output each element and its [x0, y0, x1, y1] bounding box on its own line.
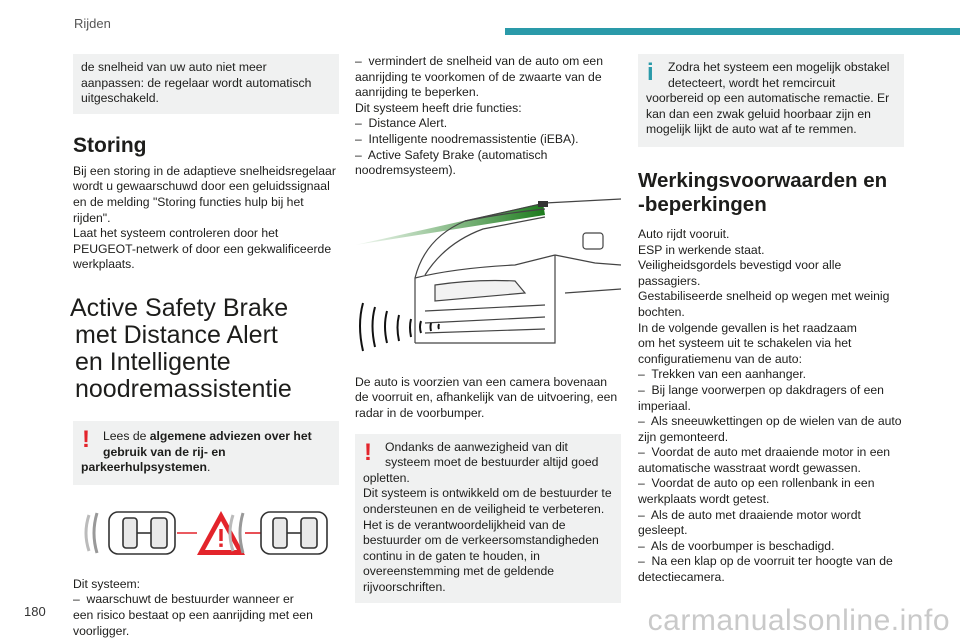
conditions-line: Veiligheidsgordels bevestigd voor alle: [638, 258, 842, 273]
conditions-line: detectiecamera.: [638, 570, 725, 585]
conditions-line: – Als sneeuwkettingen op de wielen van de auto: [638, 414, 902, 429]
watermark: carmanualsonline.info: [647, 604, 950, 637]
functions-line: Dit systeem heeft drie functies:: [355, 100, 522, 115]
warning-line: systeem moet de bestuurder altijd goed: [385, 455, 599, 470]
conditions-line: – Bij lange voorwerpen op dakdragers of een: [638, 382, 884, 397]
page-number: 180: [24, 604, 46, 619]
warning-line: Dit systeem is ontwikkeld om de bestuurder te: [363, 486, 612, 501]
conditions-text: [638, 227, 904, 586]
warning-line: Ondanks de aanwezigheid van dit: [385, 439, 568, 454]
heading-line: met Distance Alert: [75, 320, 278, 349]
intro-line: uitgeschakeld.: [81, 91, 159, 106]
storing-line: rijden".: [73, 210, 111, 225]
conditions-line: imperiaal.: [638, 398, 691, 413]
conditions-line: In de volgende gevallen is het raadzaam: [638, 320, 857, 335]
heading-line: noodremassistentie: [75, 374, 292, 403]
warning-post: .: [207, 460, 211, 475]
storing-line: werkplaats.: [73, 257, 135, 272]
header-accent-bar: [505, 28, 960, 35]
conditions-line: Auto rijdt vooruit.: [638, 226, 730, 241]
conditions-line: passagiers.: [638, 273, 701, 288]
collision-warning-illustration: [73, 503, 339, 563]
info-icon: i: [647, 59, 654, 86]
info-line: Zodra het systeem een mogelijk obstakel: [668, 60, 890, 74]
system-line: Dit systeem:: [73, 576, 141, 591]
rear-car-icon: [86, 512, 175, 554]
functions-line: – Intelligente noodremassistentie (iEBA).: [355, 131, 579, 146]
conditions-line: – Als de voorbumper is beschadigd.: [638, 538, 835, 553]
camera-line: De auto is voorzien van een camera bovenaan: [355, 374, 608, 389]
conditions-line: ESP in werkende staat.: [638, 242, 765, 257]
warning-indented-text: [363, 440, 613, 471]
info-line: voorbereid op een automatische remactie. Er: [646, 91, 890, 106]
radar-waves: [360, 303, 439, 351]
heading-line: -beperkingen: [638, 192, 767, 216]
active-safety-brake-heading: [70, 293, 339, 403]
warning-box: [73, 421, 339, 485]
info-line: detecteert, wordt het remcircuit: [668, 75, 836, 90]
conditions-line: – Als de auto met draaiende motor wordt: [638, 507, 861, 522]
info-indented-text: [646, 60, 896, 91]
functions-line: noodremsysteem).: [355, 163, 456, 178]
camera-text: [355, 375, 621, 422]
warning-line: overeenstemming met de geldende: [363, 564, 555, 579]
info-line: kan dan een zwak geluid hoorbaar zijn en: [646, 106, 871, 121]
werkingsvoorwaarden-heading: [638, 169, 904, 217]
functions-line: – Active Safety Brake (automatisch: [355, 147, 548, 162]
functions-line: – vermindert de snelheid van de auto om een: [355, 54, 603, 68]
conditions-line: – Voordat de auto op een rollenbank in een: [638, 476, 875, 491]
intro-line: aanpassen: de regelaar wordt automatisch: [81, 75, 312, 90]
camera-line: radar in de voorbumper.: [355, 405, 485, 420]
conditions-line: werkplaats wordt getest.: [638, 492, 770, 507]
warning-text: [81, 425, 331, 460]
storing-text: [73, 164, 339, 273]
warning-icon: !: [82, 425, 90, 453]
conditions-line: – Voordat de auto met draaiende motor in een: [638, 445, 891, 460]
heading-line: Active Safety Brake: [70, 293, 289, 322]
warning-bold: algemene adviezen over het: [149, 428, 312, 443]
warning-line: rijvoorschriften.: [363, 579, 446, 594]
warning-box: [355, 434, 621, 604]
van-outline: [415, 199, 621, 343]
conditions-line: – Na een klap op de voorruit ter hoogte van de: [638, 554, 893, 569]
system-line: voorligger.: [73, 623, 130, 638]
functions-line: aanrijding te beperken.: [355, 85, 479, 100]
storing-line: PEUGEOT-netwerk of door een gekwalificeerde: [73, 241, 332, 256]
conditions-line: zijn gemonteerd.: [638, 429, 729, 444]
camera-icon: [538, 201, 548, 207]
storing-line: wordt u gewaarschuwd door een geluidssignaal: [73, 179, 330, 194]
warning-triangle-icon: [197, 511, 245, 555]
functions-line: aanrijding te voorkomen of de zwaarte van de: [355, 69, 602, 84]
info-box: [638, 54, 904, 147]
warning-icon: !: [364, 438, 372, 466]
column-left: [70, 54, 339, 639]
heading-line: Werkingsvoorwaarden en: [638, 168, 888, 192]
warning-line: opletten.: [363, 470, 410, 485]
functions-text: [355, 54, 621, 179]
warning-line: bestuurder om de verkeersomstandigheden: [363, 533, 599, 548]
conditions-line: configuratiemenu van de auto:: [638, 351, 802, 366]
warning-bold: gebruik van de rij- en: [103, 444, 226, 459]
heading-line: en Intelligente: [75, 347, 231, 376]
system-line: – waarschuwt de bestuurder wanneer er: [73, 592, 294, 607]
intro-line: de snelheid van uw auto niet meer: [81, 60, 267, 74]
warning-line: ondersteunen en de veiligheid te verbeteren.: [363, 501, 605, 516]
warning-line: Het is de verantwoordelijkheid van de: [363, 517, 566, 532]
conditions-line: – Trekken van een aanhanger.: [638, 367, 807, 382]
conditions-line: gesleept.: [638, 523, 688, 538]
conditions-line: Gestabiliseerde snelheid op wegen met weinig: [638, 289, 890, 304]
storing-line: Bij een storing in de adaptieve snelheidsregelaar: [73, 163, 336, 178]
storing-heading: Storing: [73, 133, 147, 157]
section-label: Rijden: [74, 16, 111, 31]
camera-line: de voorruit en, afhankelijk van de uitvoering, een: [355, 390, 618, 405]
intro-note-box: [73, 54, 339, 114]
column-middle: [355, 54, 621, 603]
system-line: een risico bestaat op een aanrijding met een: [73, 607, 313, 622]
van-sensor-illustration: [355, 193, 621, 363]
front-car-icon: [230, 512, 327, 554]
conditions-line: bochten.: [638, 304, 685, 319]
column-right: [638, 54, 904, 586]
conditions-line: om het systeem uit te schakelen via het: [638, 336, 852, 351]
system-text: [73, 577, 339, 639]
warning-pre: Lees de: [103, 428, 150, 443]
storing-line: Laat het systeem controleren door het: [73, 226, 279, 241]
conditions-line: automatische wasstraat wordt gewassen.: [638, 460, 861, 475]
warning-line: continu in de gaten te houden, in: [363, 548, 540, 563]
warning-bold: parkeerhulpsystemen: [81, 460, 207, 475]
info-line: mogelijk lijkt de auto wat af te remmen.: [646, 122, 857, 137]
functions-line: – Distance Alert.: [355, 116, 448, 131]
storing-line: en de melding "Storing functies hulp bij het: [73, 194, 304, 209]
